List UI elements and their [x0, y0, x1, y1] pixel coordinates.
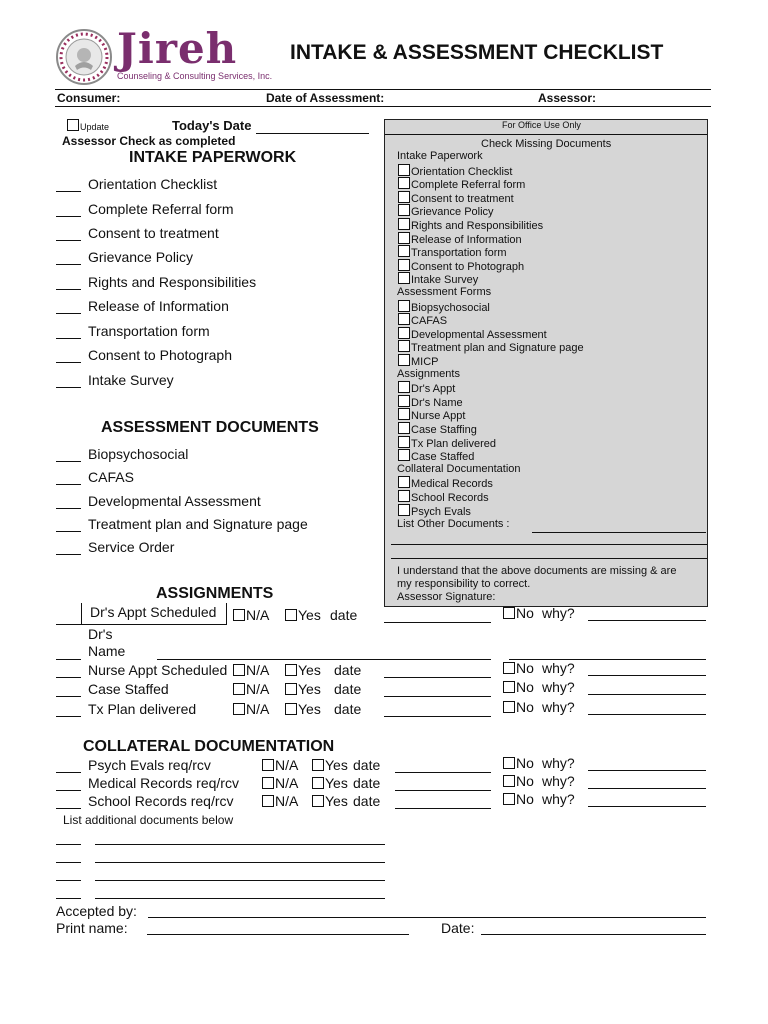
na-checkbox[interactable] [233, 701, 269, 717]
footer-date-label: Date: [441, 920, 475, 936]
office-item-label: Complete Referral form [411, 179, 526, 192]
seal-icon [55, 28, 113, 86]
na-label: N/A [275, 793, 299, 809]
yes-checkbox[interactable] [312, 775, 348, 791]
office-missing-checkbox[interactable] [398, 177, 525, 191]
office-item-label: Treatment plan and Signature page [411, 342, 584, 355]
assignment-row-label: Nurse Appt Scheduled [88, 662, 228, 678]
date-line[interactable] [384, 677, 491, 678]
logo-subtitle: Counseling & Consulting Services, Inc. [117, 71, 273, 81]
office-item-label: Tx Plan delivered [411, 437, 496, 450]
office-item-label: Psych Evals [411, 505, 471, 518]
office-missing-checkbox[interactable] [398, 300, 490, 314]
intake-item-label: Transportation form [88, 323, 210, 339]
na-label: N/A [275, 757, 299, 773]
accepted-by-line[interactable] [148, 917, 706, 918]
assessment-item-label: Developmental Assessment [88, 493, 261, 509]
why-line[interactable] [588, 770, 706, 771]
office-item-label: Consent to treatment [411, 192, 514, 205]
office-missing-checkbox[interactable] [398, 218, 543, 232]
additional-doc-line[interactable] [95, 880, 385, 881]
office-missing-checkbox[interactable] [398, 422, 477, 436]
office-item-label: Transportation form [411, 247, 507, 260]
yes-label: Yes [298, 607, 321, 623]
office-item-label: Developmental Assessment [411, 328, 547, 341]
why-line[interactable] [588, 620, 706, 621]
drs-name-line-2[interactable] [509, 659, 706, 660]
intake-item-label: Complete Referral form [88, 201, 234, 217]
office-item-label: Release of Information [411, 233, 522, 246]
no-checkbox[interactable] [503, 773, 534, 789]
intake-item-label: Consent to Photograph [88, 347, 232, 363]
page-title: INTAKE & ASSESSMENT CHECKLIST [290, 41, 664, 64]
assessment-item-label: Biopsychosocial [88, 446, 189, 462]
assignment-row-label: Tx Plan delivered [88, 701, 197, 717]
collateral-heading: COLLATERAL DOCUMENTATION [83, 738, 335, 755]
intake-check-line[interactable] [56, 387, 81, 388]
drs-name-label-1: Dr's [88, 626, 113, 642]
office-missing-checkbox[interactable] [398, 164, 513, 178]
na-checkbox[interactable] [262, 757, 298, 773]
office-missing-checkbox[interactable] [398, 504, 471, 518]
why-line[interactable] [588, 675, 706, 676]
intake-check-line[interactable] [56, 313, 81, 314]
office-missing-checkbox[interactable] [398, 313, 447, 327]
office-missing-checkbox[interactable] [398, 259, 524, 273]
why-line[interactable] [588, 806, 706, 807]
assessor-check-label: Assessor Check as completed [62, 134, 236, 148]
additional-check-line[interactable] [56, 844, 81, 845]
intake-check-line[interactable] [56, 240, 81, 241]
yes-label: Yes [298, 681, 321, 697]
yes-label: Yes [298, 701, 321, 717]
assessment-heading: ASSESSMENT DOCUMENTS [101, 419, 319, 436]
assignments-heading: ASSIGNMENTS [156, 585, 274, 602]
date-label: date [353, 775, 381, 791]
office-missing-checkbox[interactable] [398, 204, 494, 218]
date-label: date [334, 662, 362, 678]
na-label: N/A [246, 607, 270, 623]
office-item-label: CAFAS [411, 315, 448, 328]
assignment-row-label: Case Staffed [88, 681, 169, 697]
assessment-item-label: CAFAS [88, 469, 134, 485]
collateral-row-label: Medical Records req/rcv [88, 775, 239, 791]
assessment-check-line[interactable] [56, 531, 81, 532]
intake-item-label: Consent to treatment [88, 225, 219, 241]
why-line[interactable] [588, 788, 706, 789]
yes-label: Yes [325, 757, 348, 773]
date-label: date [353, 757, 381, 773]
assignment-check-line[interactable] [56, 624, 81, 625]
office-section-title: Intake Paperwork [397, 150, 483, 162]
na-checkbox[interactable] [233, 662, 269, 678]
assessor-signature-label: Assessor Signature: [397, 591, 496, 603]
na-label: N/A [246, 701, 270, 717]
no-checkbox[interactable] [503, 679, 534, 695]
todays-date-label: Today's Date [172, 118, 252, 133]
print-name-line[interactable] [147, 934, 409, 935]
office-missing-checkbox[interactable] [398, 395, 463, 409]
assessment-check-line[interactable] [56, 461, 81, 462]
assessment-item-label: Treatment plan and Signature page [88, 516, 308, 532]
accepted-by-label: Accepted by: [56, 903, 137, 919]
print-name-label: Print name: [56, 920, 128, 936]
intake-heading: INTAKE PAPERWORK [129, 149, 297, 166]
intake-item-label: Intake Survey [88, 372, 174, 388]
logo-name: Jireh [117, 24, 238, 73]
assignment-check-line[interactable] [56, 696, 81, 697]
drs-appt-label: Dr's Appt Scheduled [90, 604, 217, 620]
footer-date-line[interactable] [481, 934, 706, 935]
date-line[interactable] [395, 772, 491, 773]
yes-label: Yes [298, 662, 321, 678]
no-label: No [516, 605, 534, 621]
consumer-label: Consumer: [57, 91, 121, 105]
office-missing-checkbox[interactable] [398, 449, 474, 463]
yes-label: Yes [325, 793, 348, 809]
additional-check-line[interactable] [56, 898, 81, 899]
why-label: why? [542, 773, 575, 789]
why-line[interactable] [588, 694, 706, 695]
collateral-row-label: School Records req/rcv [88, 793, 234, 809]
office-title: For Office Use Only [502, 120, 581, 130]
office-missing-checkbox[interactable] [398, 191, 514, 205]
na-label: N/A [275, 775, 299, 791]
office-missing-checkbox[interactable] [398, 354, 439, 368]
understand-text-2: my responsibility to correct. [397, 578, 531, 590]
collateral-check-line[interactable] [56, 772, 81, 773]
no-label: No [516, 791, 534, 807]
office-section-title: Assignments [397, 367, 460, 380]
date-label: date [353, 793, 381, 809]
collateral-row-label: Psych Evals req/rcv [88, 757, 211, 773]
office-item-label: Rights and Responsibilities [411, 220, 544, 232]
yes-label: Yes [325, 775, 348, 791]
office-item-label: Case Staffing [411, 424, 477, 436]
date-label: date [334, 701, 362, 717]
logo [55, 24, 273, 86]
office-item-label: Orientation Checklist [411, 165, 513, 178]
check-missing-label: Check Missing Documents [481, 138, 612, 150]
date-line[interactable] [395, 790, 491, 791]
additional-check-line[interactable] [56, 880, 81, 881]
no-checkbox[interactable] [503, 660, 534, 676]
intake-item-label: Rights and Responsibilities [88, 274, 257, 290]
office-missing-checkbox[interactable] [398, 381, 455, 395]
date-label: date [330, 607, 358, 623]
yes-checkbox[interactable] [285, 681, 321, 697]
assignment-check-line[interactable] [56, 659, 81, 660]
na-checkbox[interactable] [262, 775, 298, 791]
additional-doc-line[interactable] [95, 898, 385, 899]
why-label: why? [542, 755, 575, 771]
why-label: why? [542, 791, 575, 807]
assessment-check-line[interactable] [56, 484, 81, 485]
office-missing-checkbox[interactable] [398, 436, 496, 450]
na-label: N/A [246, 681, 270, 697]
yes-checkbox[interactable] [312, 793, 348, 809]
office-section-title: Collateral Documentation [397, 462, 521, 475]
no-checkbox[interactable] [503, 791, 534, 807]
intake-check-line[interactable] [56, 362, 81, 363]
no-checkbox[interactable] [503, 605, 534, 621]
office-item-label: Intake Survey [411, 274, 479, 287]
na-checkbox[interactable] [233, 681, 269, 697]
additional-doc-line[interactable] [95, 844, 385, 845]
intake-item-label: Orientation Checklist [88, 176, 218, 192]
date-of-assessment-label: Date of Assessment: [266, 91, 385, 105]
intake-check-line[interactable] [56, 216, 81, 217]
assessment-item-label: Service Order [88, 539, 175, 555]
no-label: No [516, 660, 534, 676]
office-item-label: MICP [411, 356, 439, 368]
office-section-title: Assessment Forms [397, 286, 492, 298]
office-missing-checkbox[interactable] [398, 245, 507, 259]
no-label: No [516, 755, 534, 771]
todays-date-line[interactable] [256, 133, 369, 134]
no-label: No [516, 699, 534, 715]
drs-name-label-2: Name [88, 643, 126, 659]
date-line[interactable] [384, 716, 491, 717]
collateral-check-line[interactable] [56, 808, 81, 809]
intake-check-line[interactable] [56, 191, 81, 192]
no-checkbox[interactable] [503, 755, 534, 771]
intake-item-label: Release of Information [88, 298, 229, 314]
date-line[interactable] [384, 696, 491, 697]
intake-check-line[interactable] [56, 289, 81, 290]
drs-name-line[interactable] [157, 659, 491, 660]
na-checkbox[interactable] [262, 793, 298, 809]
why-label: why? [542, 660, 575, 676]
office-item-label: Medical Records [411, 478, 493, 491]
office-item-label: Consent to Photograph [411, 260, 525, 273]
office-item-label: Biopsychosocial [411, 301, 490, 314]
no-checkbox[interactable] [503, 699, 534, 715]
office-missing-checkbox[interactable] [398, 490, 489, 504]
collateral-check-line[interactable] [56, 790, 81, 791]
list-other-label: List Other Documents : [397, 518, 510, 530]
additional-doc-line[interactable] [95, 862, 385, 863]
update-label: Update [80, 122, 110, 132]
intake-check-line[interactable] [56, 338, 81, 339]
no-label: No [516, 679, 534, 695]
why-label: why? [542, 605, 575, 621]
yes-checkbox[interactable] [285, 701, 321, 717]
additional-check-line[interactable] [56, 862, 81, 863]
yes-checkbox[interactable] [312, 757, 348, 773]
office-item-label: Case Staffed [411, 451, 475, 464]
office-missing-checkbox[interactable] [398, 327, 547, 341]
yes-checkbox[interactable] [285, 607, 321, 623]
office-item-label: School Records [411, 492, 489, 504]
list-additional-label: List additional documents below [63, 813, 234, 827]
na-label: N/A [246, 662, 270, 678]
date-label: date [334, 681, 362, 697]
yes-checkbox[interactable] [285, 662, 321, 678]
office-item-label: Grievance Policy [411, 206, 494, 219]
office-item-label: Dr's Appt [411, 383, 456, 396]
assessment-check-line[interactable] [56, 508, 81, 509]
assessor-label: Assessor: [538, 91, 597, 105]
office-item-label: Nurse Appt [411, 410, 466, 423]
office-missing-checkbox[interactable] [398, 408, 465, 422]
assignment-check-line[interactable] [56, 677, 81, 678]
office-missing-checkbox[interactable] [398, 232, 522, 246]
intake-check-line[interactable] [56, 264, 81, 265]
why-line[interactable] [588, 714, 706, 715]
date-line[interactable] [395, 808, 491, 809]
office-use-panel [384, 119, 708, 607]
office-missing-checkbox[interactable] [398, 340, 584, 354]
na-checkbox[interactable] [233, 607, 269, 623]
assessment-check-line[interactable] [56, 554, 81, 555]
assignment-check-line[interactable] [56, 716, 81, 717]
no-label: No [516, 773, 534, 789]
intake-item-label: Grievance Policy [88, 249, 194, 265]
office-item-label: Dr's Name [411, 396, 463, 409]
office-missing-checkbox[interactable] [398, 476, 493, 490]
date-line[interactable] [384, 622, 491, 623]
update-checkbox[interactable] [67, 119, 109, 132]
why-label: why? [542, 699, 575, 715]
why-label: why? [542, 679, 575, 695]
understand-text-1: I understand that the above documents are missing & are [397, 565, 677, 577]
office-missing-checkbox[interactable] [398, 272, 478, 286]
